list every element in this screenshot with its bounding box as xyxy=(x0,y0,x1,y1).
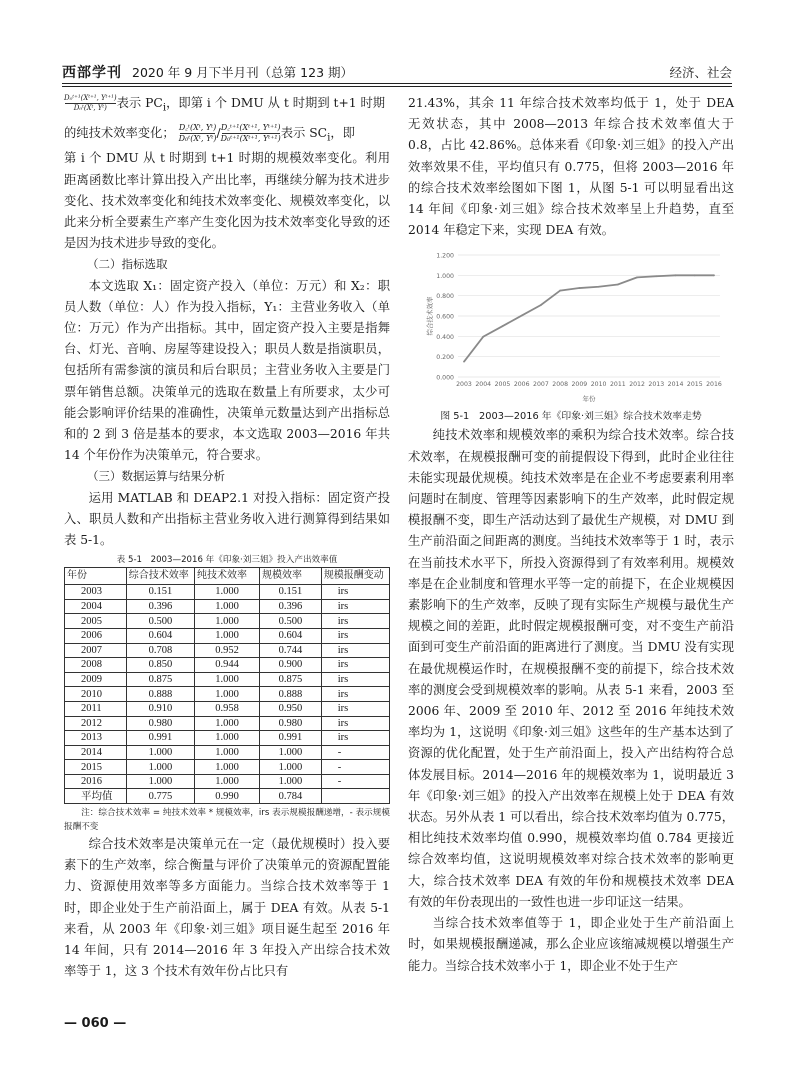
table-cell: 0.151 xyxy=(260,585,322,600)
table-cell: - xyxy=(321,745,389,760)
left-column xyxy=(64,93,390,983)
table-cell: 0.991 xyxy=(126,731,194,746)
header-rule-thin xyxy=(62,86,732,87)
table-cell: 1.000 xyxy=(260,774,322,789)
y-tick-label: 0.400 xyxy=(436,334,454,342)
table-cell: irs xyxy=(321,658,389,673)
x-tick-label: 2016 xyxy=(706,381,722,389)
table-title: 表 5-1 2003—2016 年《印象·刘三姐》投入产出效率值 xyxy=(116,555,338,566)
section-heading-indicator: （二）指标选取 xyxy=(87,257,168,272)
table-cell: 0.991 xyxy=(260,731,322,746)
table-cell: 2015 xyxy=(65,760,127,775)
formula-sc-right: $\frac{\text{D꜀ᵗ⁺¹(Xᵗ⁺¹, Yᵗ⁺¹)}}{\text{D₀ᵗ⁺¹(Xᵗ⁺¹, Yᵗ⁺¹)}}$ xyxy=(220,122,281,143)
table-row xyxy=(65,585,390,600)
table-cell: 1.000 xyxy=(195,585,260,600)
x-tick-label: 2003 xyxy=(456,381,472,389)
y-tick-label: 0.200 xyxy=(436,354,454,362)
table-cell: 2014 xyxy=(65,745,127,760)
body-paragraph: 21.43%，其余 11 年综合技术效率均低于 1，处于 DEA 无效状态，其中 2008—2013 年综合技术效率值大于 0.8，占比 42.86%。总体来看《印象·刘三姐》的投入产出效率效果不佳，平均值只有 0.775，但将 2003—2016 年的综合技术效率绘图如下图 1，从图 5-1 可以明显看出这 14 年间《印象·刘三姐》综合技术效率呈上升趋势，直至 2014 年稳定下来，实现 DEA 有效。 xyxy=(408,96,734,238)
table-row xyxy=(65,716,390,731)
table-cell: 2016 xyxy=(65,774,127,789)
table-row xyxy=(65,599,390,614)
table-cell: 0.784 xyxy=(260,789,322,804)
x-tick-label: 2011 xyxy=(609,381,626,389)
table-note: 注：综合技术效率 = 纯技术效率 * 规模效率，irs 表示规模报酬递增，- 表示规模报酬不变 xyxy=(64,808,390,833)
x-tick-label: 2013 xyxy=(648,381,665,389)
table-cell: irs xyxy=(321,687,389,702)
data-point xyxy=(713,275,715,277)
table-cell: 0.900 xyxy=(260,658,322,673)
table-row xyxy=(65,672,390,687)
table-cell: 0.888 xyxy=(126,687,194,702)
table-row xyxy=(65,760,390,775)
table-cell: 0.875 xyxy=(260,672,322,687)
data-point xyxy=(578,288,580,290)
table-cell: 1.000 xyxy=(195,745,260,760)
table-cell: 1.000 xyxy=(195,628,260,643)
table-cell: 2007 xyxy=(65,643,127,658)
table-cell: 平均值 xyxy=(65,789,127,804)
table-cell: irs xyxy=(321,701,389,716)
formula-paragraph-1: $\frac{\text{D₀ᵗ⁺¹(Xᵗ⁺¹, Yᵗ⁺¹)}}{\text{D₀ᵗ(Xᵗ, Yᵗ)}}$ 表示 $PC_i$，即第 i 个 DMU 从 t 时期到 t+1 时期 xyxy=(64,94,386,114)
table-cell: 1.000 xyxy=(260,745,322,760)
table-cell: irs xyxy=(321,731,389,746)
y-tick-label: 0.600 xyxy=(436,313,454,321)
table-cell: 0.151 xyxy=(126,585,194,600)
table-header-row xyxy=(65,568,390,585)
formula-pc-denominator: D₀ᵗ(Xᵗ, Yᵗ) xyxy=(73,104,107,112)
x-tick-label: 2006 xyxy=(513,381,530,389)
data-point xyxy=(694,275,696,277)
table-cell: 1.000 xyxy=(195,614,260,629)
table-header-cell: 规模报酬变动 xyxy=(321,568,389,585)
table-row xyxy=(65,789,390,804)
journal-logo: 西部学刊 xyxy=(62,65,122,81)
body-paragraph: 本文选取 X₁：固定资产投入（单位：万元）和 X₂：职员人数（单位：人）作为投入指标，Y₁：主营业务收入（单位：万元）作为产出指标。其中，固定资产投入主要是指舞台、灯光、音响、房屋等建设投入；职员人数是指演职员，包括所有需参演的演员和后台职员；主营业务收入主要是门票年销售总额。决策单元的选取在数量上有所要求，太少可能会影响评价结果的准确性，决策单元数量达到产出指标总和的 2 到 3 倍是基本的要求，本文选取 2003—2016 年共 14 个年份作为决策单元，符合要求。 xyxy=(64,278,390,463)
x-tick-label: 2009 xyxy=(571,381,588,389)
table-cell: 0.980 xyxy=(260,716,322,731)
data-point xyxy=(540,305,542,307)
table-cell: 0.950 xyxy=(260,701,322,716)
body-paragraph: 第 i 个 DMU 从 t 时期到 t+1 时期的规模效率变化。利用距离函数比率计算出投入产出比率，再继续分解为技术进步变化、技术效率变化和纯技术效率变化、规模效率变化，以此来分析全要素生产率产生变化因为技术效率变化导致的还是因为技术进步导致的变化。 xyxy=(64,151,390,251)
table-cell: 0.396 xyxy=(260,599,322,614)
table-cell: 0.952 xyxy=(195,643,260,658)
table-cell: 2006 xyxy=(65,628,127,643)
x-axis-label: 年份 xyxy=(582,395,596,404)
table-cell: irs xyxy=(321,716,389,731)
table-header-cell: 综合技术效率 xyxy=(126,568,194,585)
table-cell: 0.708 xyxy=(126,643,194,658)
y-tick-label: 1.000 xyxy=(436,273,454,281)
data-point xyxy=(636,277,638,279)
body-paragraph: 运用 MATLAB 和 DEAP2.1 对投入指标：固定资产投入、职员人数和产出指标主营业务收入进行测算得到结果如表 5-1。 xyxy=(64,490,390,547)
table-cell: 0.888 xyxy=(260,687,322,702)
table-cell: 2008 xyxy=(65,658,127,673)
y-tick-label: 1.200 xyxy=(436,252,454,260)
table-cell: 1.000 xyxy=(195,687,260,702)
x-tick-label: 2007 xyxy=(533,381,549,389)
table-row xyxy=(65,643,390,658)
data-point xyxy=(598,286,600,288)
data-point xyxy=(463,361,465,363)
table-cell xyxy=(321,789,389,804)
page-header xyxy=(62,60,732,82)
issue-info: 2020 年 9 月下半月刊（总第 123 期） xyxy=(132,65,353,80)
formula-pc-numerator: D₀ᵗ⁺¹(Xᵗ⁺¹, Yᵗ⁺¹) xyxy=(64,94,117,102)
header-rule xyxy=(62,83,732,84)
table-row xyxy=(65,701,390,716)
table-header-cell: 规模效率 xyxy=(260,568,322,585)
section-name: 经济、社会 xyxy=(669,65,732,80)
x-tick-label: 2010 xyxy=(590,381,607,389)
table-cell: 0.910 xyxy=(126,701,194,716)
table-row xyxy=(65,731,390,746)
x-tick-label: 2004 xyxy=(475,381,492,389)
body-paragraph: 综合技术效率是决策单元在一定（最优规模时）投入要素下的生产效率，综合衡量与评价了决策单元的资源配置能力、资源使用效率等多方面能力。当综合技术效率等于 1 时，即企业处于生产前沿面上，属于 DEA 有效。从表 5-1 来看，从 2003 年《印象·刘三姐》项目诞生起至 2016 年 14 年间，只有 2014—2016 年 3 年投入产出综合技术效率等于 1，这 3 个技术有效年份占比只有 xyxy=(64,837,390,979)
table-header-cell: 纯技术效率 xyxy=(195,568,260,585)
table-cell: 1.000 xyxy=(195,774,260,789)
efficiency-table xyxy=(64,567,390,804)
table-cell: irs xyxy=(321,614,389,629)
table-row xyxy=(65,614,390,629)
table-cell: 1.000 xyxy=(195,672,260,687)
table-cell: 0.944 xyxy=(195,658,260,673)
table-cell: 0.604 xyxy=(126,628,194,643)
y-tick-label: 0.000 xyxy=(436,374,454,382)
table-row xyxy=(65,658,390,673)
table-cell: 2013 xyxy=(65,731,127,746)
table-cell: irs xyxy=(321,628,389,643)
table-cell: 0.396 xyxy=(126,599,194,614)
page-number: — 060 — xyxy=(64,1016,127,1031)
figure-caption: 图 5-1 2003—2016 年《印象·刘三姐》综合技术效率走势 xyxy=(440,411,702,423)
table-cell: 2012 xyxy=(65,716,127,731)
table-cell: irs xyxy=(321,672,389,687)
data-point xyxy=(655,276,657,278)
table-cell: 0.980 xyxy=(126,716,194,731)
body-paragraph: 纯技术效率和规模效率的乘积为综合技术效率。综合技术效率，在规模报酬可变的前提假设下得到，此时企业往往未能实现最优规模。纯技术效率是在企业不考虑要素利用率问题时在制度、管理等因素影响下的生产效率，此时假定规模报酬不变，即生产活动达到了最优生产规模，对 DMU 到生产前沿面之间距离的测度。当纯技术效率等于 1 时，表示在当前技术水平下，所投入资源得到了有效率利用。规模效率是在企业制度和管理水平等一定的前提下，在企业规模因素影响下的生产效率，反映了现有实际生产规模与最优生产规模之间的差距，此时假定规模报酬可变，对不变生产前沿面到可变生产前沿面的距离进行了测度。当 DMU 没有实现在最优规模运作时，在规模报酬不变的前提下，综合技术效率的测度会受到规模效率的影响。从表 5-1 来看，2003 至 2006 年、2009 至 2010 年、2012 至 2016 年纯技术效率均为 1，这说明《印象·刘三姐》这些年的生产基本达到了资源的优化配置，处于生产前沿面上，投入产出结构符合总体发展目标。2014—2016 年的规模效率为 1，说明最近 3 年《印象·刘三姐》的投入产出效率在规模上处于 DEA 有效状态。另外从表 1 可以看出，综合技术效率均值为 0.775，相比纯技术效率均值 0.990，规模效率均值 0.784 更接近综合效率均值，这说明规模效率对综合技术效率的影响更大，综合技术效率 DEA 有效的年份和规模技术效率 DEA 有效的年份表现出的一致性也进一步印证这一结果。 xyxy=(408,428,734,909)
table-cell: 2011 xyxy=(65,701,127,716)
x-tick-label: 2012 xyxy=(629,381,645,389)
formula-sc-left: $\frac{\text{D꜀ᵗ(Xᵗ, Yᵗ)}}{\text{D₀ᵗ(Xᵗ, Yᵗ)}}$ xyxy=(178,122,217,143)
table-cell: 2010 xyxy=(65,687,127,702)
chart-svg xyxy=(408,247,734,407)
efficiency-line-chart xyxy=(408,247,734,407)
table-cell: irs xyxy=(321,643,389,658)
table-cell: 0.500 xyxy=(260,614,322,629)
data-point xyxy=(559,290,561,292)
data-point xyxy=(675,275,677,277)
table-header-cell: 年份 xyxy=(65,568,127,585)
table-cell: irs xyxy=(321,585,389,600)
table-cell: 2004 xyxy=(65,599,127,614)
x-tick-label: 2008 xyxy=(552,381,569,389)
data-point xyxy=(482,336,484,338)
table-cell: irs xyxy=(321,599,389,614)
table-cell: 2009 xyxy=(65,672,127,687)
y-tick-label: 0.800 xyxy=(436,293,454,301)
y-axis-label: 综合技术效率 xyxy=(426,296,434,336)
table-cell: 2003 xyxy=(65,585,127,600)
table-cell: 1.000 xyxy=(126,760,194,775)
table-cell: 1.000 xyxy=(195,731,260,746)
table-cell: 1.000 xyxy=(195,716,260,731)
table-cell: 0.990 xyxy=(195,789,260,804)
table-cell: 1.000 xyxy=(195,599,260,614)
table-row xyxy=(65,687,390,702)
table-cell: - xyxy=(321,760,389,775)
x-tick-label: 2005 xyxy=(494,381,511,389)
table-cell: 1.000 xyxy=(260,760,322,775)
table-cell: 0.875 xyxy=(126,672,194,687)
right-column xyxy=(408,93,734,977)
table-cell: - xyxy=(321,774,389,789)
table-cell: 0.775 xyxy=(126,789,194,804)
x-tick-label: 2014 xyxy=(667,381,684,389)
data-point xyxy=(521,315,523,317)
table-row xyxy=(65,774,390,789)
body-paragraph: 当综合技术效率值等于 1，即企业处于生产前沿面上时，如果规模报酬递减，那么企业应该缩减规模以增强生产能力。当综合技术效率小于 1，即企业不处于生产 xyxy=(408,916,734,973)
section-heading-calc: （三）数据运算与结果分析 xyxy=(87,469,225,484)
table-cell: 0.744 xyxy=(260,643,322,658)
x-tick-label: 2015 xyxy=(686,381,703,389)
table-cell: 1.000 xyxy=(126,774,194,789)
table-cell: 0.500 xyxy=(126,614,194,629)
series-line xyxy=(464,276,714,362)
table-cell: 2005 xyxy=(65,614,127,629)
formula-pc xyxy=(64,94,117,113)
data-point xyxy=(617,284,619,286)
table-cell: 0.850 xyxy=(126,658,194,673)
table-cell: 0.958 xyxy=(195,701,260,716)
table-cell: 0.604 xyxy=(260,628,322,643)
formula-paragraph-2: 的纯技术效率变化； $\frac{\text{D꜀ᵗ(Xᵗ, Yᵗ)}}{\text{D₀ᵗ(Xᵗ, Yᵗ)}}$ / $\frac{\text{D꜀ᵗ⁺¹(Xᵗ⁺¹, Yᵗ⁺¹)}}{\text{D₀ᵗ⁺¹(Xᵗ⁺¹, Yᵗ⁺¹)}}$ 表示 $SC_i$，即 xyxy=(64,122,355,144)
data-point xyxy=(502,326,504,328)
table-cell: 1.000 xyxy=(126,745,194,760)
table-row xyxy=(65,628,390,643)
table-row xyxy=(65,745,390,760)
table-cell: 1.000 xyxy=(195,760,260,775)
